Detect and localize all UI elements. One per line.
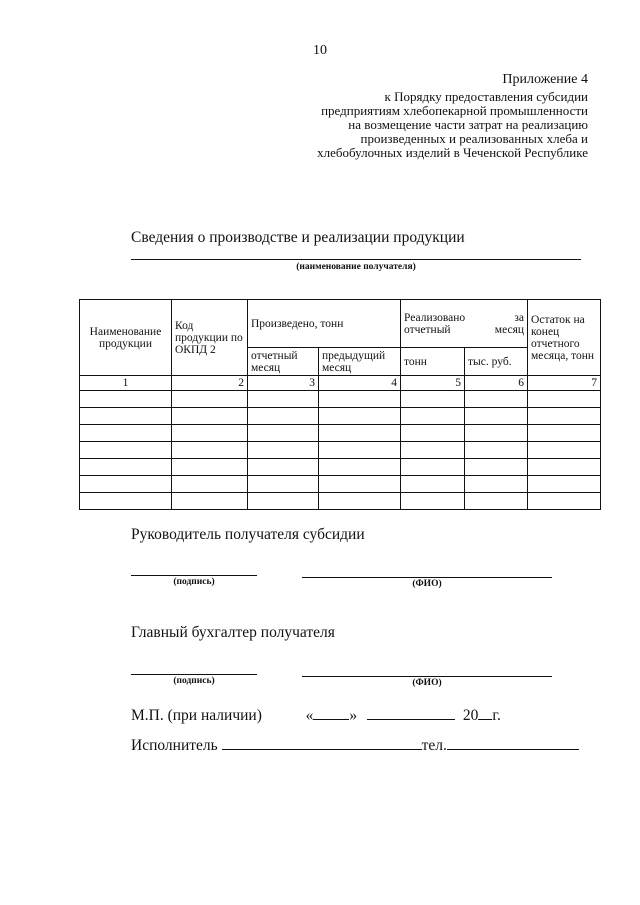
table-cell[interactable]: [80, 425, 172, 442]
table-cell[interactable]: [465, 459, 528, 476]
table-row: [80, 459, 601, 476]
table-cell[interactable]: [172, 391, 248, 408]
table-row: [80, 408, 601, 425]
table-cell[interactable]: [319, 459, 401, 476]
head-label: Руководитель получателя субсидии: [131, 526, 365, 543]
table-cell[interactable]: [248, 459, 319, 476]
table-cell[interactable]: [465, 391, 528, 408]
page-number: 10: [313, 43, 327, 58]
table-cell[interactable]: [172, 459, 248, 476]
accountant-signature-field[interactable]: [131, 674, 257, 675]
table-cell[interactable]: [248, 476, 319, 493]
column-number: 5: [401, 376, 465, 391]
document-title: Сведения о производстве и реализации продукции: [131, 229, 465, 246]
table-cell[interactable]: [248, 442, 319, 459]
header-remainder: Остаток на конец отчетного месяца, тонн: [528, 300, 601, 376]
table-cell[interactable]: [528, 391, 601, 408]
table-cell[interactable]: [465, 425, 528, 442]
header-sold: Реализовано за отчетный месяц: [401, 300, 528, 348]
table-cell[interactable]: [319, 408, 401, 425]
column-number: 6: [465, 376, 528, 391]
appendix-line: на возмещение части затрат на реализацию: [348, 117, 588, 132]
table-cell[interactable]: [80, 459, 172, 476]
table-cell[interactable]: [172, 408, 248, 425]
head-name-field[interactable]: [302, 577, 552, 578]
table-cell[interactable]: [465, 493, 528, 510]
table-cell[interactable]: [465, 408, 528, 425]
table-cell[interactable]: [401, 391, 465, 408]
table-cell[interactable]: [401, 476, 465, 493]
recipient-name-field[interactable]: [131, 259, 581, 260]
table-cell[interactable]: [319, 391, 401, 408]
head-signature-caption: (подпись): [173, 577, 215, 587]
table-cell[interactable]: [528, 425, 601, 442]
table-cell[interactable]: [80, 493, 172, 510]
head-signature-field[interactable]: [131, 575, 257, 576]
table-cell[interactable]: [401, 425, 465, 442]
header-produced-current-month: отчетный месяц: [248, 348, 319, 376]
table-cell[interactable]: [248, 493, 319, 510]
table-cell[interactable]: [528, 459, 601, 476]
table-cell[interactable]: [172, 425, 248, 442]
table-cell[interactable]: [80, 391, 172, 408]
table-cell[interactable]: [319, 493, 401, 510]
table-cell[interactable]: [528, 442, 601, 459]
production-table: [79, 299, 601, 510]
table-cell[interactable]: [401, 442, 465, 459]
table-cell[interactable]: [172, 476, 248, 493]
table-cell[interactable]: [401, 493, 465, 510]
table-cell[interactable]: [248, 391, 319, 408]
appendix-reference: [288, 90, 588, 160]
header-produced-previous-month: предыдущий месяц: [319, 348, 401, 376]
recipient-caption: (наименование получателя): [296, 262, 416, 272]
header-sold-rub: тыс. руб.: [465, 348, 528, 376]
column-number-row: [80, 376, 601, 391]
table-cell[interactable]: [528, 408, 601, 425]
table-cell[interactable]: [248, 408, 319, 425]
year-suffix: г.: [492, 707, 501, 724]
accountant-name-caption: (ФИО): [412, 678, 442, 688]
table-cell[interactable]: [401, 459, 465, 476]
column-number: 1: [80, 376, 172, 391]
table-row: [80, 442, 601, 459]
header-product-name: Наименование продукции: [80, 300, 172, 376]
day-field[interactable]: [313, 705, 349, 720]
table-cell[interactable]: [172, 493, 248, 510]
table-cell[interactable]: [248, 425, 319, 442]
phone-field[interactable]: [447, 735, 579, 750]
appendix-line: хлебобулочных изделий в Чеченской Республике: [317, 145, 588, 160]
table-row: [80, 493, 601, 510]
table-cell[interactable]: [528, 476, 601, 493]
stamp-label: М.П. (при наличии): [131, 707, 262, 724]
table-cell[interactable]: [465, 476, 528, 493]
table-cell[interactable]: [319, 425, 401, 442]
table-cell[interactable]: [80, 442, 172, 459]
accountant-label: Главный бухгалтер получателя: [131, 624, 335, 641]
year-prefix: 20: [462, 707, 479, 724]
appendix-line: произведенных и реализованных хлеба и: [360, 131, 588, 146]
phone-label: тел.: [421, 737, 447, 754]
table-cell[interactable]: [80, 476, 172, 493]
table-cell[interactable]: [465, 442, 528, 459]
year-field[interactable]: [478, 705, 492, 720]
head-name-caption: (ФИО): [412, 579, 442, 589]
accountant-signature-caption: (подпись): [173, 676, 215, 686]
executor-row: [131, 735, 579, 755]
header-sold-tons: тонн: [401, 348, 465, 376]
table-cell[interactable]: [401, 408, 465, 425]
column-number: 3: [248, 376, 319, 391]
header-product-code: Код продукции по ОКПД 2: [172, 300, 248, 376]
column-number: 4: [319, 376, 401, 391]
table-row: [80, 391, 601, 408]
executor-label: Исполнитель: [131, 737, 218, 754]
open-quote: «: [305, 707, 314, 724]
stamp-date-row: [131, 705, 501, 725]
table-cell[interactable]: [80, 408, 172, 425]
table-row: [80, 425, 601, 442]
table-cell[interactable]: [528, 493, 601, 510]
appendix-line: к Порядку предоставления субсидии: [384, 89, 588, 104]
close-quote: »: [349, 707, 358, 724]
table-row: [80, 476, 601, 493]
table-cell[interactable]: [319, 476, 401, 493]
column-number: 2: [172, 376, 248, 391]
column-number: 7: [528, 376, 601, 391]
header-produced: Произведено, тонн: [248, 300, 401, 348]
table-cell[interactable]: [172, 442, 248, 459]
month-field[interactable]: [367, 705, 455, 720]
appendix-title: Приложение 4: [502, 72, 588, 87]
appendix-line: предприятиям хлебопекарной промышленности: [321, 103, 588, 118]
executor-field[interactable]: [222, 735, 422, 750]
table-cell[interactable]: [319, 442, 401, 459]
accountant-name-field[interactable]: [302, 676, 552, 677]
